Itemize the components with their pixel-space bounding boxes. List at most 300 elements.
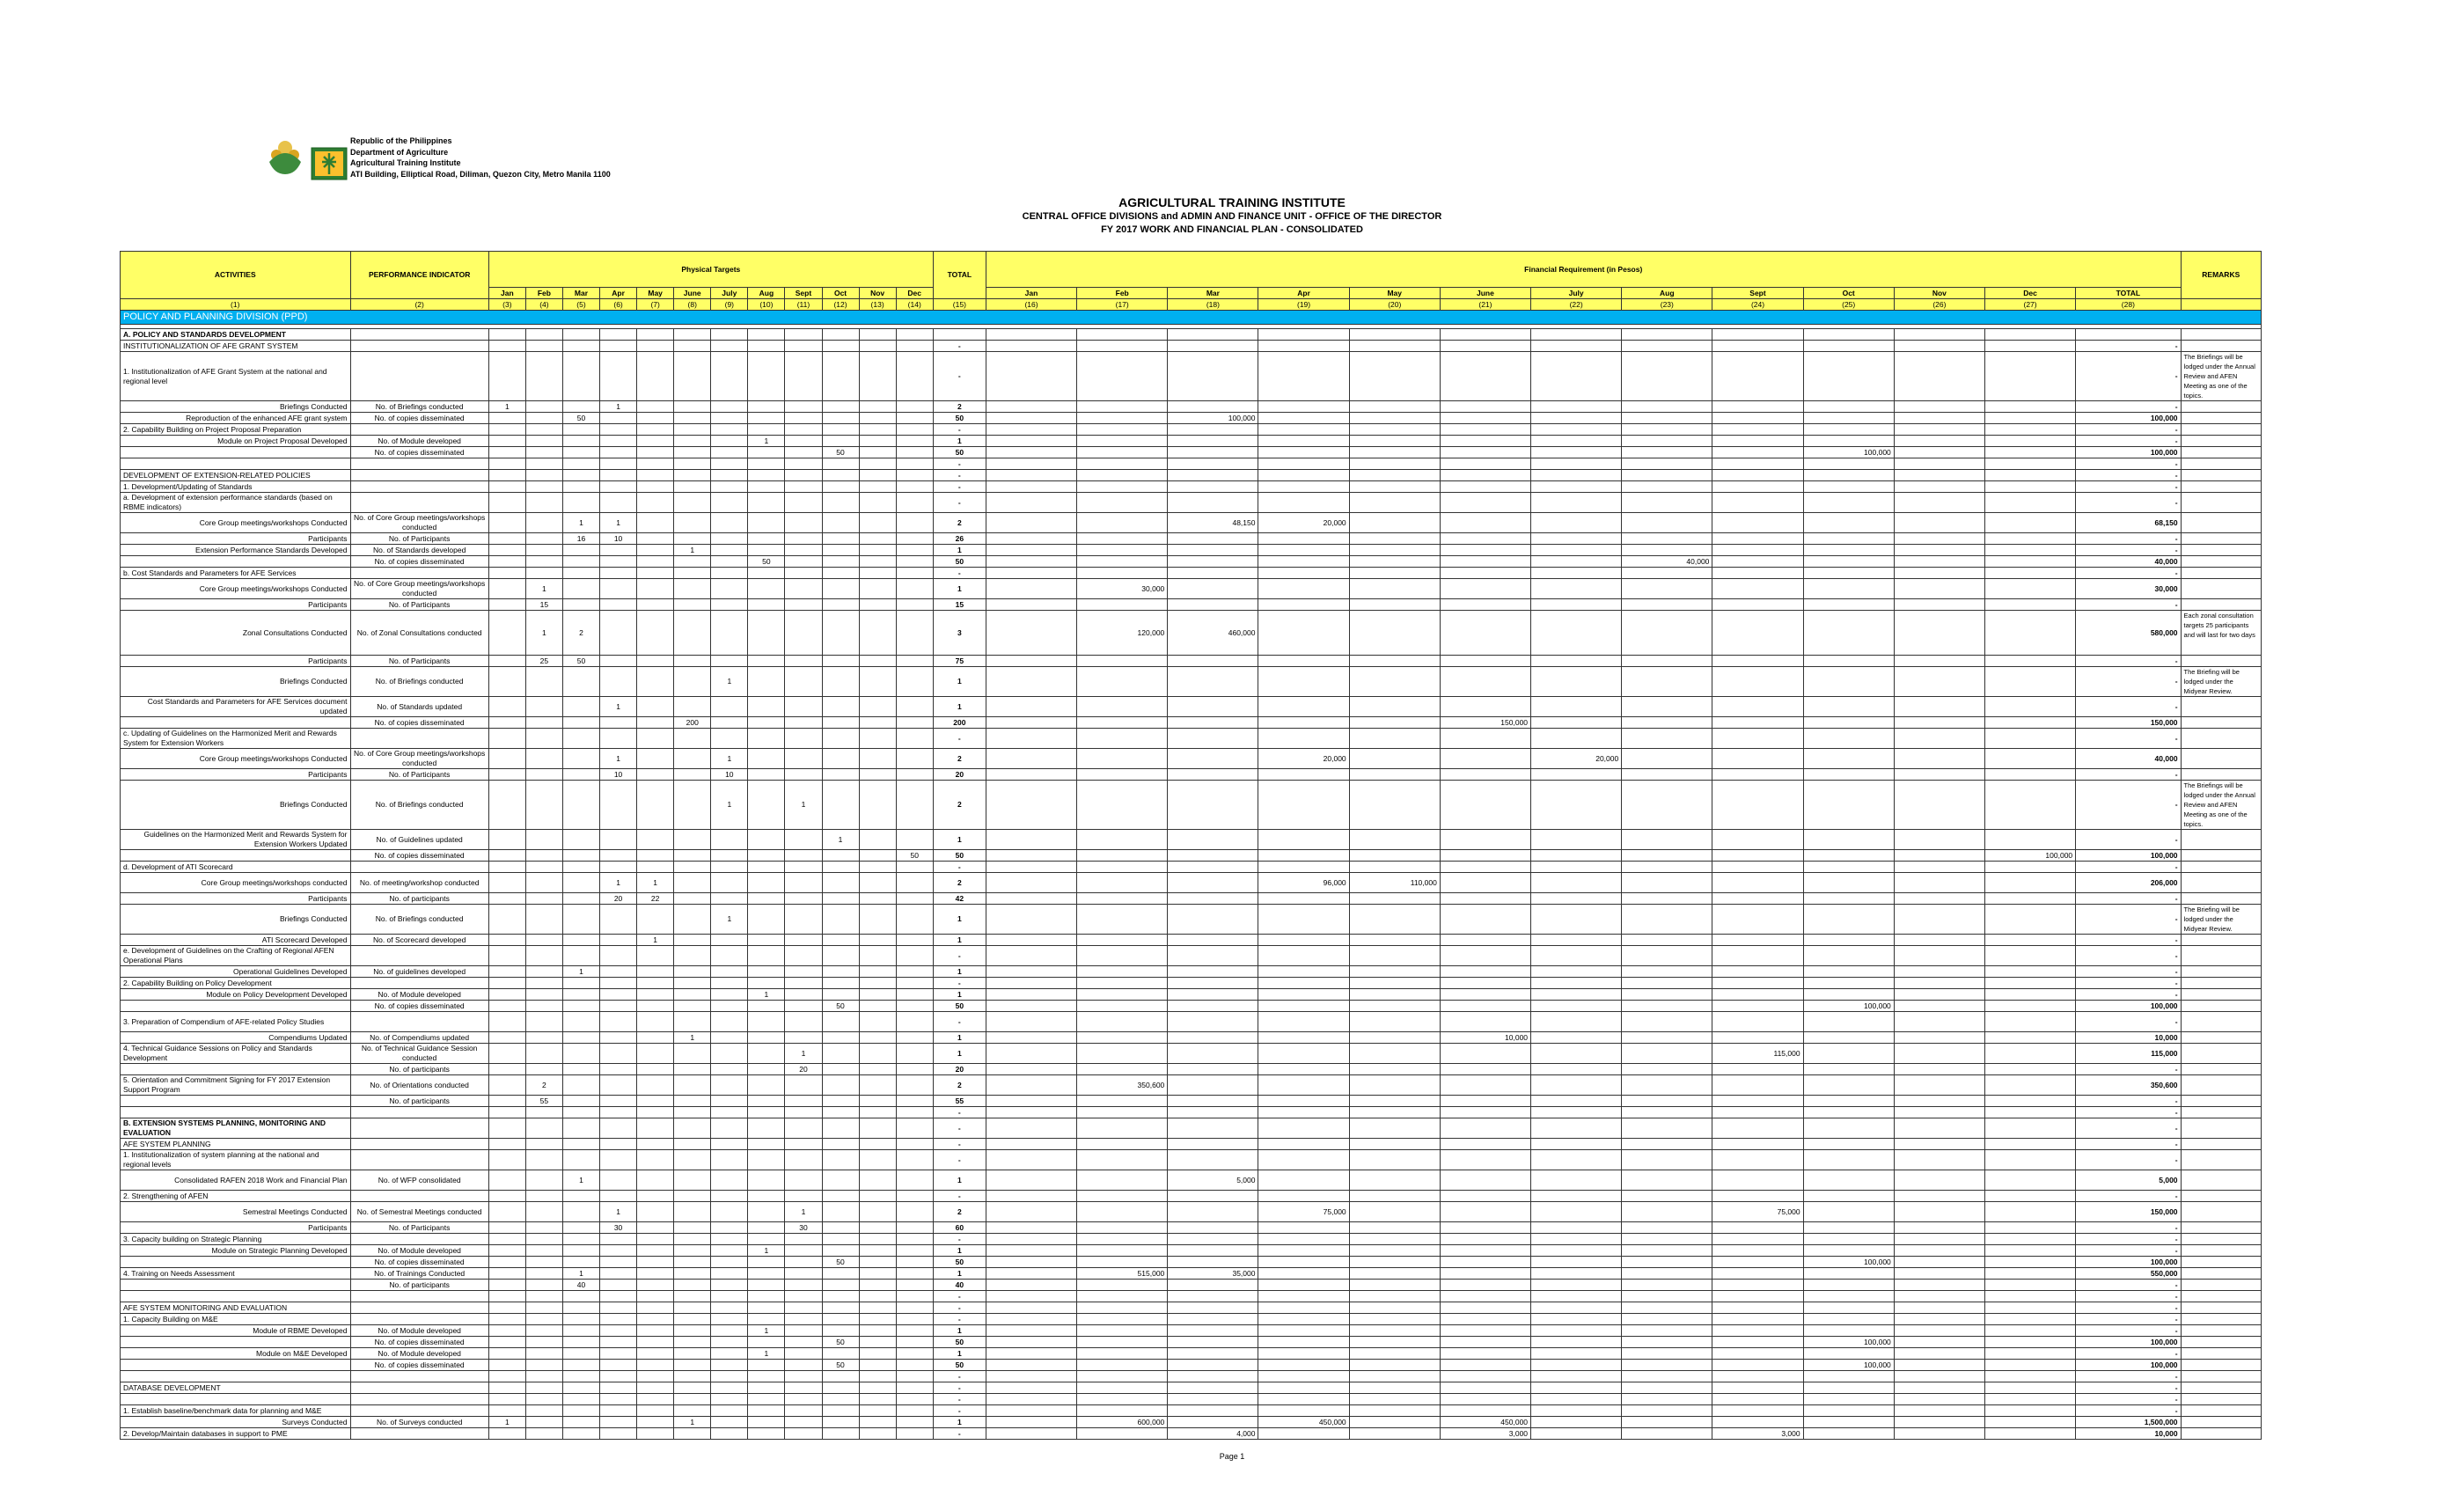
physical-target-cell [600,862,637,873]
financial-cell [1258,656,1349,667]
financial-cell [1258,729,1349,749]
physical-target-cell [637,667,674,697]
financial-cell [1168,656,1258,667]
financial-cell [1712,769,1803,781]
physical-target-cell [600,1417,637,1428]
financial-cell [1622,966,1712,978]
physical-target-cell [488,873,525,893]
financial-cell [1622,493,1712,513]
financial-cell [1803,611,1894,656]
physical-target-cell [896,1302,933,1314]
financial-cell [1803,966,1894,978]
physical-target-cell [525,1222,562,1234]
physical-target-cell [859,656,896,667]
indicator-cell: No. of Technical Guidance Session conducted [350,1044,488,1064]
financial-cell [1984,579,2075,599]
indicator-cell: No. of Participants [350,769,488,781]
physical-total-cell: 1 [933,1268,986,1280]
physical-target-cell [822,1064,859,1075]
financial-cell [1622,481,1712,493]
financial-cell [1077,729,1168,749]
physical-target-cell [859,667,896,697]
financial-cell [1168,1280,1258,1291]
financial-cell [1258,1139,1349,1150]
remarks-cell [2181,1302,2261,1314]
financial-cell [1168,1032,1258,1044]
physical-total-cell [933,329,986,341]
remarks-cell [2181,1417,2261,1428]
physical-target-cell [859,1202,896,1222]
remarks-cell [2181,545,2261,556]
physical-target-cell [748,424,785,436]
table-row [121,513,2262,533]
indicator-cell [350,1139,488,1150]
column-number: (22) [1531,299,1622,311]
financial-cell [1440,470,1530,481]
financial-cell [1440,481,1530,493]
financial-cell: 460,000 [1168,611,1258,656]
physical-target-cell [674,413,711,424]
financial-cell [1531,470,1622,481]
physical-target-cell [711,1150,748,1170]
indicator-cell: No. of participants [350,1064,488,1075]
physical-target-cell [525,1371,562,1382]
financial-cell [1984,1064,2075,1075]
financial-cell [1440,1268,1530,1280]
activity-cell: 3. Preparation of Compendium of AFE-related Policy Studies [121,1012,351,1032]
financial-cell [1712,1417,1803,1428]
financial-cell [1077,1150,1168,1170]
col-indicator: PERFORMANCE INDICATOR [350,252,488,299]
financial-cell [1349,341,1440,352]
financial-cell [1258,1064,1349,1075]
physical-target-cell [488,1280,525,1291]
physical-target-cell [525,978,562,989]
physical-target-cell [637,568,674,579]
financial-cell [1349,1170,1440,1191]
financial-cell [1531,989,1622,1001]
financial-cell [1440,1222,1530,1234]
physical-target-cell [748,978,785,989]
physical-target-cell [488,481,525,493]
physical-target-cell [600,611,637,656]
indicator-cell: No. of participants [350,893,488,905]
financial-total-cell: 40,000 [2076,556,2181,568]
physical-total-cell: - [933,1405,986,1417]
financial-cell [1531,329,1622,341]
financial-cell [1168,1302,1258,1314]
financial-cell [1531,1417,1622,1428]
financial-cell [1168,352,1258,401]
financial-cell [1168,1012,1258,1032]
physical-target-cell: 10 [600,533,637,545]
activity-cell [121,1280,351,1291]
physical-target-cell [600,905,637,935]
financial-cell [986,458,1076,470]
financial-cell [1803,862,1894,873]
physical-target-cell [562,1191,599,1202]
financial-cell [1803,1245,1894,1257]
financial-cell [1077,1280,1168,1291]
financial-cell [986,978,1076,989]
financial-cell: 48,150 [1168,513,1258,533]
physical-target-cell [674,1170,711,1191]
financial-cell [1894,1302,1984,1314]
financial-cell [1258,1348,1349,1360]
physical-target-cell [674,667,711,697]
physical-target-cell [896,1257,933,1268]
remarks-cell [2181,470,2261,481]
column-number: (2) [350,299,488,311]
physical-target-cell [562,893,599,905]
financial-cell [1077,1360,1168,1371]
remarks-cell [2181,1170,2261,1191]
physical-target-cell [525,513,562,533]
indicator-cell [350,978,488,989]
physical-target-cell [488,1118,525,1139]
physical-target-cell [562,568,599,579]
indicator-cell [350,1371,488,1382]
financial-cell [1349,533,1440,545]
document-title: AGRICULTURAL TRAINING INSTITUTE [1118,195,1346,209]
physical-target-cell [525,697,562,717]
table-row [121,1291,2262,1302]
physical-target-cell [822,1044,859,1064]
physical-target-cell [785,830,822,850]
financial-cell [1984,436,2075,447]
physical-target-cell [600,1394,637,1405]
remarks-cell [2181,1291,2261,1302]
financial-cell [1440,1107,1530,1118]
physical-target-cell [562,556,599,568]
physical-target-cell [896,1118,933,1139]
fin-month-header: Mar [1168,288,1258,299]
financial-total-cell: 10,000 [2076,1428,2181,1440]
financial-cell [1440,667,1530,697]
financial-cell [986,1202,1076,1222]
financial-total-cell: - [2076,935,2181,946]
financial-cell [1712,1064,1803,1075]
financial-cell [1349,1032,1440,1044]
financial-cell [1894,1291,1984,1302]
remarks-cell [2181,717,2261,729]
financial-cell [1984,470,2075,481]
physical-target-cell [637,470,674,481]
physical-target-cell [822,656,859,667]
fin-month-header: June [1440,288,1530,299]
physical-total-cell: 2 [933,513,986,533]
financial-total-cell: 100,000 [2076,850,2181,862]
financial-cell [1984,1245,2075,1257]
physical-target-cell [785,1360,822,1371]
col-activities: ACTIVITIES [121,252,351,299]
financial-cell [986,1405,1076,1417]
physical-target-cell: 50 [562,413,599,424]
physical-target-cell [637,1107,674,1118]
financial-cell [986,556,1076,568]
financial-cell [1258,1075,1349,1096]
physical-target-cell [785,1314,822,1325]
financial-cell [1531,1234,1622,1245]
physical-total-cell: 50 [933,447,986,458]
physical-target-cell [859,1191,896,1202]
financial-cell [1622,749,1712,769]
financial-cell [1258,1234,1349,1245]
indicator-cell [350,1394,488,1405]
physical-target-cell [711,424,748,436]
table-row [121,1191,2262,1202]
remarks-cell [2181,1139,2261,1150]
remarks-cell [2181,329,2261,341]
financial-cell [1984,1170,2075,1191]
financial-cell [1440,556,1530,568]
financial-cell [1168,341,1258,352]
financial-total-cell [2076,329,2181,341]
physical-target-cell [562,1118,599,1139]
financial-cell [1622,1139,1712,1150]
financial-cell [1712,1348,1803,1360]
physical-target-cell [562,1348,599,1360]
financial-cell [1349,830,1440,850]
physical-target-cell [748,966,785,978]
financial-cell [1168,978,1258,989]
table-row [121,1012,2262,1032]
physical-target-cell [822,1191,859,1202]
financial-cell [1168,873,1258,893]
financial-cell [1712,729,1803,749]
financial-total-cell: - [2076,978,2181,989]
physical-target-cell [674,946,711,966]
financial-cell [1803,1191,1894,1202]
financial-cell [986,830,1076,850]
financial-total-cell: - [2076,481,2181,493]
physical-target-cell [637,717,674,729]
physical-target-cell [896,1150,933,1170]
remarks-cell: The Briefings will be lodged under the Annual Review and AFEN Meeting as one of the topics. [2181,352,2261,401]
physical-target-cell [674,1394,711,1405]
financial-cell [1258,1096,1349,1107]
financial-cell [1258,697,1349,717]
page-number: Page 1 [1219,1452,1245,1461]
physical-target-cell [822,862,859,873]
financial-cell [1349,1245,1440,1257]
financial-cell [1349,1360,1440,1371]
financial-cell [1803,946,1894,966]
physical-target-cell [488,656,525,667]
financial-cell [1712,1032,1803,1044]
financial-cell [1349,1202,1440,1222]
activity-cell [121,1096,351,1107]
financial-cell [1984,513,2075,533]
financial-cell [1531,611,1622,656]
column-number: (16) [986,299,1076,311]
physical-target-cell [785,1257,822,1268]
physical-target-cell [562,329,599,341]
column-number: (1) [121,299,351,311]
remarks-cell [2181,1382,2261,1394]
financial-total-cell: - [2076,1291,2181,1302]
financial-cell: 115,000 [1712,1044,1803,1064]
financial-cell [1712,697,1803,717]
financial-cell [1803,533,1894,545]
physical-target-cell [748,1001,785,1012]
financial-cell [1984,1222,2075,1234]
financial-cell [1894,1107,1984,1118]
financial-cell [1622,329,1712,341]
physical-target-cell [674,905,711,935]
activity-cell: Briefings Conducted [121,905,351,935]
physical-target-cell [822,556,859,568]
column-number: (17) [1077,299,1168,311]
physical-target-cell: 50 [562,656,599,667]
col-financial: Financial Requirement (in Pesos) [986,252,2181,288]
physical-target-cell [525,1064,562,1075]
physical-target-cell [785,729,822,749]
physical-target-cell [637,436,674,447]
financial-total-cell: 550,000 [2076,1268,2181,1280]
financial-cell [1712,905,1803,935]
financial-cell [1803,1170,1894,1191]
activity-cell [121,1107,351,1118]
financial-total-cell: - [2076,1222,2181,1234]
indicator-cell [350,352,488,401]
financial-cell [1622,458,1712,470]
physical-target-cell [711,1001,748,1012]
financial-cell [986,1191,1076,1202]
physical-target-cell [562,1325,599,1337]
physical-target-cell [600,458,637,470]
table-row [121,470,2262,481]
physical-target-cell [711,1170,748,1191]
remarks-cell [2181,1191,2261,1202]
remarks-cell [2181,1405,2261,1417]
financial-cell [1258,352,1349,401]
physical-total-cell: 1 [933,1245,986,1257]
physical-target-cell [896,1371,933,1382]
table-row [121,1096,2262,1107]
physical-target-cell [859,1280,896,1291]
physical-target-cell [525,830,562,850]
physical-target-cell [785,1075,822,1096]
financial-cell [1803,830,1894,850]
physical-target-cell [859,1405,896,1417]
physical-target-cell [711,978,748,989]
table-row [121,749,2262,769]
financial-cell [1258,989,1349,1001]
physical-target-cell [822,905,859,935]
activity-cell [121,1360,351,1371]
financial-cell [1349,1280,1440,1291]
table-row [121,729,2262,749]
financial-cell [986,1428,1076,1440]
financial-total-cell: - [2076,1245,2181,1257]
financial-cell [1984,1001,2075,1012]
physical-target-cell [711,729,748,749]
physical-target-cell [748,1107,785,1118]
physical-target-cell [896,481,933,493]
financial-cell [1531,1064,1622,1075]
financial-cell [1531,1150,1622,1170]
physical-target-cell [674,830,711,850]
financial-cell [1984,966,2075,978]
physical-target-cell [525,556,562,568]
column-number: (25) [1803,299,1894,311]
physical-target-cell [637,1096,674,1107]
financial-cell [1440,579,1530,599]
physical-target-cell [785,611,822,656]
physical-target-cell [674,1234,711,1245]
physical-target-cell [525,458,562,470]
physical-total-cell: - [933,1150,986,1170]
physical-target-cell [674,749,711,769]
physical-target-cell [600,579,637,599]
activity-cell [121,556,351,568]
indicator-cell: No. of participants [350,1280,488,1291]
physical-target-cell [488,447,525,458]
financial-total-cell: - [2076,436,2181,447]
physical-target-cell [711,935,748,946]
financial-cell [1803,545,1894,556]
financial-cell [1984,1150,2075,1170]
physical-target-cell [748,769,785,781]
financial-cell [1349,1107,1440,1118]
financial-cell [986,1107,1076,1118]
remarks-cell [2181,1032,2261,1044]
financial-cell [1349,729,1440,749]
financial-cell [1531,1314,1622,1325]
remarks-cell [2181,493,2261,513]
physical-total-cell: 2 [933,781,986,830]
physical-target-cell [637,1280,674,1291]
table-row [121,401,2262,413]
physical-target-cell [822,1107,859,1118]
physical-target-cell [822,978,859,989]
physical-total-cell: - [933,729,986,749]
financial-cell [1077,1118,1168,1139]
financial-cell [1622,436,1712,447]
remarks-cell [2181,533,2261,545]
physical-target-cell [711,1314,748,1325]
financial-cell [986,493,1076,513]
financial-cell [1803,1405,1894,1417]
physical-target-cell [488,1170,525,1191]
table-row [121,1075,2262,1096]
physical-target-cell [674,579,711,599]
financial-cell [1258,545,1349,556]
physical-total-cell: 2 [933,749,986,769]
financial-cell [986,1075,1076,1096]
table-row [121,966,2262,978]
financial-total-cell: - [2076,1302,2181,1314]
financial-cell [1984,1417,2075,1428]
indicator-cell [350,1314,488,1325]
financial-cell [1712,1314,1803,1325]
financial-cell [1894,1044,1984,1064]
physical-target-cell [822,1314,859,1325]
physical-target-cell [711,545,748,556]
activity-cell: Module on M&E Developed [121,1348,351,1360]
remarks-cell [2181,1245,2261,1257]
financial-cell [1803,749,1894,769]
physical-target-cell [896,556,933,568]
remarks-cell: Each zonal consultation targets 25 participants and will last for two days [2181,611,2261,656]
physical-target-cell [562,1257,599,1268]
table-row [121,697,2262,717]
financial-cell [1168,697,1258,717]
indicator-cell: No. of meeting/workshop conducted [350,873,488,893]
physical-target-cell: 55 [525,1096,562,1107]
financial-cell [986,1001,1076,1012]
